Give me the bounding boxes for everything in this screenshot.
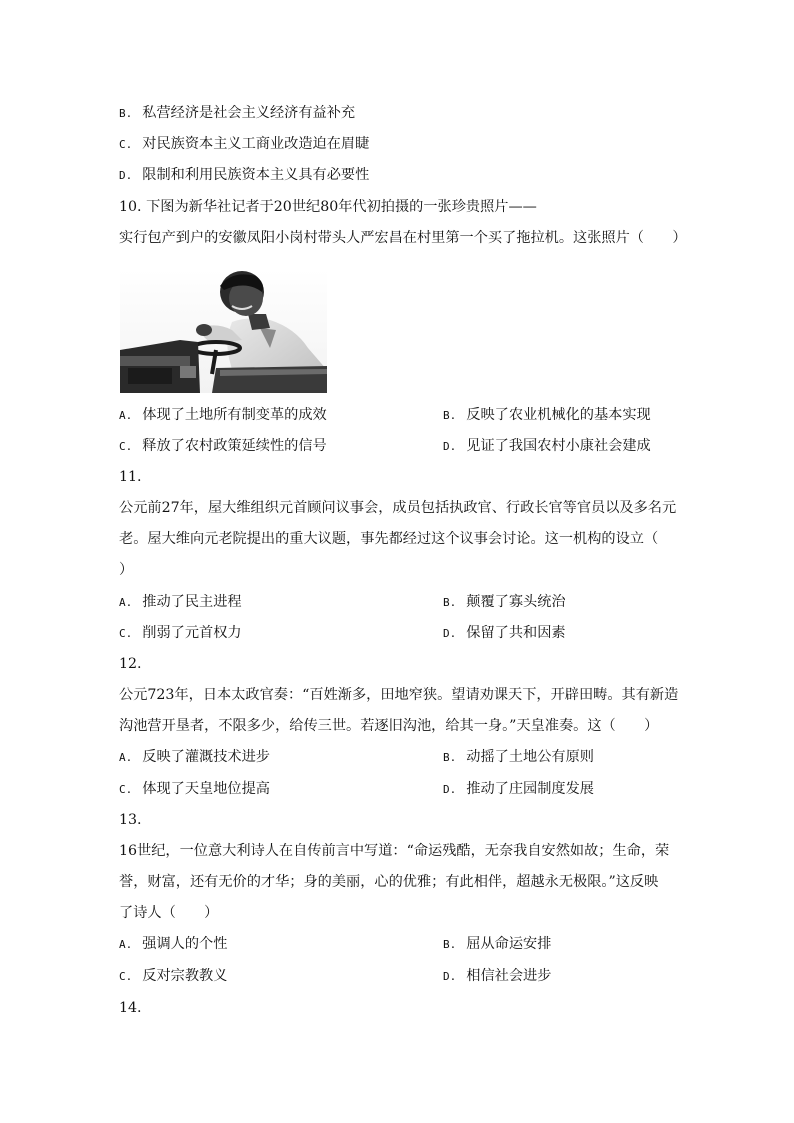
q10-option-b	[443, 405, 651, 426]
option-letter: C.	[119, 970, 133, 983]
option-letter: B.	[443, 938, 457, 951]
option-letter: B.	[119, 107, 133, 120]
option-letter: B.	[443, 409, 457, 422]
q10-option-a	[119, 405, 327, 426]
q11-number: 11.	[119, 469, 142, 485]
option-letter: C.	[119, 440, 133, 453]
option-text: 反映了农业机械化的基本实现	[466, 407, 651, 423]
option-text: 体现了土地所有制变革的成效	[142, 407, 327, 423]
q13-stem-line3: 了诗人（ ）	[119, 905, 219, 921]
option-c	[119, 134, 369, 155]
option-text: 保留了共和因素	[466, 625, 566, 641]
q10-option-c	[119, 436, 327, 457]
option-letter: C.	[119, 138, 133, 151]
option-text: 推动了民主进程	[142, 594, 242, 610]
option-letter: D.	[443, 440, 457, 453]
q10-stem-line2: 实行包产到户的安徽凤阳小岗村带头人严宏昌在村里第一个买了拖拉机。这张照片（ ）	[119, 230, 687, 246]
q12-stem-line2: 沟池营开垦者，不限多少，给传三世。若逐旧沟池，给其一身。”天皇准奏。这（ ）	[119, 718, 659, 734]
option-text: 限制和利用民族资本主义具有必要性	[142, 167, 370, 183]
option-text: 反对宗教教义	[142, 968, 228, 984]
q13-option-a	[119, 934, 227, 955]
option-letter: A.	[119, 751, 133, 764]
option-text: 强调人的个性	[142, 936, 228, 952]
option-text: 见证了我国农村小康社会建成	[466, 438, 651, 454]
q10-stem-line1: 10. 下图为新华社记者于20世纪80年代初拍摄的一张珍贵照片——	[119, 199, 537, 215]
tractor-photo-image	[120, 270, 327, 393]
option-text: 相信社会进步	[466, 968, 552, 984]
q13-stem-line1: 16世纪，一位意大利诗人在自传前言中写道：“命运残酷，无奈我自安然如故；生命，荣	[119, 843, 670, 859]
option-text: 私营经济是社会主义经济有益补充	[142, 105, 356, 121]
q13-option-b	[443, 934, 551, 955]
q11-option-d	[443, 623, 566, 644]
option-letter: A.	[119, 596, 133, 609]
q11-stem-line3: ）	[119, 562, 134, 578]
q11-option-b	[443, 592, 566, 613]
option-text: 颠覆了寡头统治	[466, 594, 566, 610]
option-letter: C.	[119, 783, 133, 796]
q13-stem-line2: 誉，财富，还有无价的才华；身的美丽，心的优雅；有此相伴，超越永无极限。”这反映	[119, 874, 659, 890]
q11-stem-line1: 公元前27年，屋大维组织元首顾问议事会，成员包括执政官、行政长官等官员以及多名元	[119, 500, 677, 516]
q13-option-d	[443, 966, 551, 987]
q12-option-c	[119, 779, 270, 800]
q12-stem-line1: 公元723年，日本太政官奏：“百姓渐多，田地窄狭。望请劝课天下，开辟田畴。其有新造	[119, 687, 679, 703]
q13-option-c	[119, 966, 227, 987]
option-d	[119, 165, 369, 186]
q11-option-a	[119, 592, 242, 613]
option-letter: B.	[443, 596, 457, 609]
option-letter: A.	[119, 409, 133, 422]
option-b	[119, 103, 355, 124]
option-letter: D.	[443, 970, 457, 983]
option-text: 体现了天皇地位提高	[142, 781, 270, 797]
q11-option-c	[119, 623, 242, 644]
option-text: 削弱了元首权力	[142, 625, 242, 641]
q12-number: 12.	[119, 656, 142, 672]
q12-option-a	[119, 747, 270, 768]
q10-option-d	[443, 436, 651, 457]
option-text: 推动了庄园制度发展	[466, 781, 594, 797]
option-letter: B.	[443, 751, 457, 764]
option-text: 屈从命运安排	[466, 936, 552, 952]
q12-option-d	[443, 779, 594, 800]
option-letter: D.	[443, 627, 457, 640]
option-text: 反映了灌溉技术进步	[142, 749, 270, 765]
option-text: 对民族资本主义工商业改造迫在眉睫	[142, 136, 370, 152]
option-letter: A.	[119, 938, 133, 951]
q12-option-b	[443, 747, 594, 768]
q11-stem-line2: 老。屋大维向元老院提出的重大议题，事先都经过这个议事会讨论。这一机构的设立（	[119, 531, 659, 547]
q13-number: 13.	[119, 812, 142, 828]
option-text: 释放了农村政策延续性的信号	[142, 438, 327, 454]
option-letter: D.	[443, 783, 457, 796]
option-letter: D.	[119, 169, 133, 182]
q14-number: 14.	[119, 1000, 142, 1016]
option-letter: C.	[119, 627, 133, 640]
option-text: 动摇了土地公有原则	[466, 749, 594, 765]
tractor-photo	[120, 270, 327, 393]
